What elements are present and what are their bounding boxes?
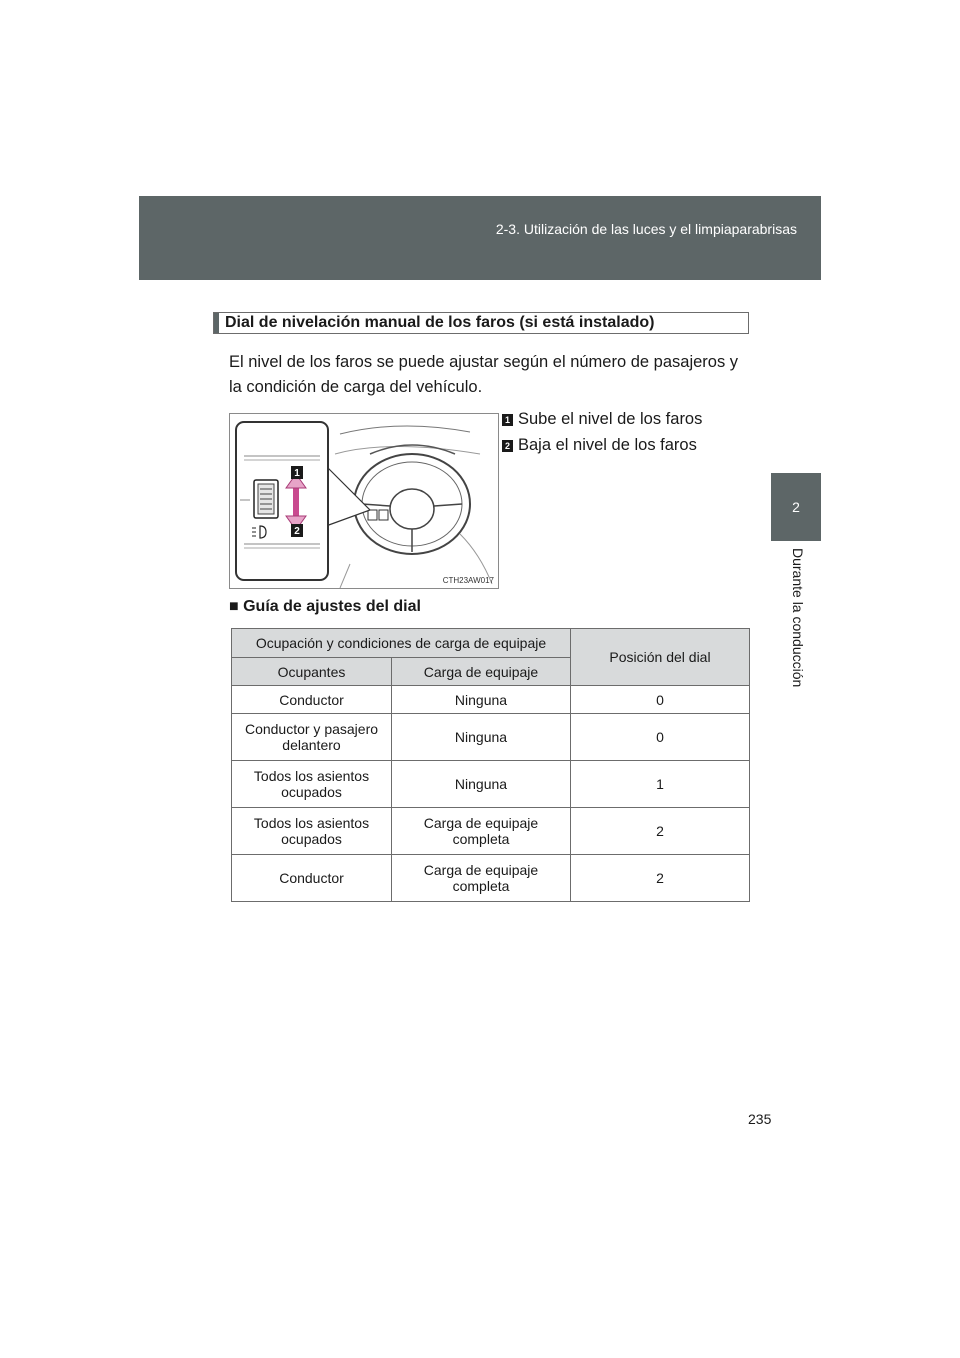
occupants-cell: Conductor: [232, 855, 392, 902]
dial-cell: 2: [571, 855, 750, 902]
luggage-cell: Ninguna: [392, 761, 571, 808]
badge-1: 1: [502, 414, 513, 426]
intro-paragraph: El nivel de los faros se puede ajustar según el número de pasajeros y la condición de carga del vehículo.: [229, 353, 739, 396]
legend-text-raise: Sube el nivel de los faros: [518, 410, 703, 428]
legend-item-lower: [502, 436, 697, 455]
chapter-tab: [771, 473, 821, 541]
dial-cell: 0: [571, 686, 750, 714]
header-band: [139, 196, 821, 280]
occupants-header: Ocupantes: [232, 658, 392, 686]
subsection-heading: ■ Guía de ajustes del dial: [229, 598, 421, 615]
marker-1: 1: [294, 468, 300, 479]
occupants-cell: Conductor y pasajero delantero: [232, 714, 392, 761]
table-row: [232, 761, 750, 808]
dial-header: Posición del dial: [571, 629, 750, 686]
dial-cell: 2: [571, 808, 750, 855]
table-row: [232, 714, 750, 761]
table-row: [232, 808, 750, 855]
dashboard-drawing: [230, 414, 498, 588]
occupants-cell: Todos los asientos ocupados: [232, 808, 392, 855]
luggage-header: Carga de equipaje: [392, 658, 571, 686]
section-heading: Dial de nivelación manual de los faros (si está instalado): [213, 312, 749, 334]
luggage-cell: Carga de equipaje completa: [392, 855, 571, 902]
legend-text-lower: Baja el nivel de los faros: [518, 436, 697, 454]
chapter-number: 2: [792, 499, 800, 515]
figure-code: CTH23AW017: [442, 576, 494, 585]
dial-cell: 0: [571, 714, 750, 761]
occupants-cell: Todos los asientos ocupados: [232, 761, 392, 808]
dial-cell: 1: [571, 761, 750, 808]
group-header: Ocupación y condiciones de carga de equipaje: [232, 629, 571, 658]
table-row: [232, 686, 750, 714]
badge-2: 2: [502, 440, 513, 452]
page-number: 235: [748, 1111, 772, 1127]
luggage-cell: Carga de equipaje completa: [392, 808, 571, 855]
chapter-label: Durante la conducción: [790, 548, 806, 688]
dial-settings-table: [231, 628, 750, 902]
dial-illustration: [229, 413, 499, 589]
marker-2: 2: [294, 526, 300, 537]
section-title: 2-3. Utilización de las luces y el limpiaparabrisas: [495, 221, 797, 237]
legend-item-raise: [502, 410, 702, 429]
occupants-cell: Conductor: [232, 686, 392, 714]
table-row: [232, 855, 750, 902]
luggage-cell: Ninguna: [392, 686, 571, 714]
luggage-cell: Ninguna: [392, 714, 571, 761]
